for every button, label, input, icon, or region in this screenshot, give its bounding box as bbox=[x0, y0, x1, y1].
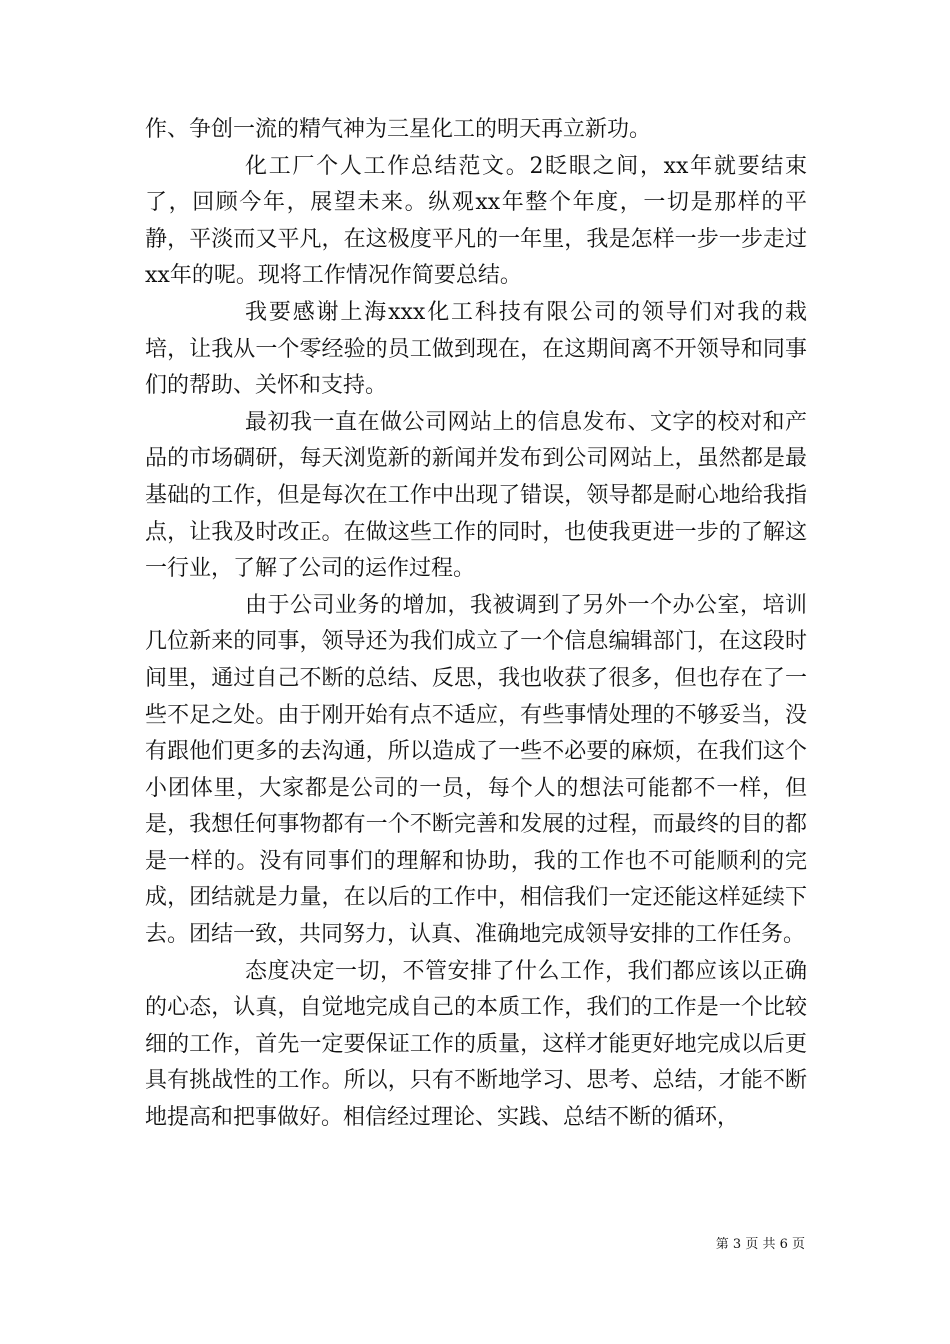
paragraph: 我要感谢上海xxx化工科技有限公司的领导们对我的栽培，让我从一个零经验的员工做到现在，在这期间离不开领导和同事们的帮助、关怀和支持。 bbox=[145, 299, 807, 399]
document-body bbox=[145, 112, 807, 1137]
paragraph-continuation: 作、争创一流的精气神为三星化工的明天再立新功。 bbox=[145, 117, 652, 142]
page-number-footer: 第 3 页 共 6 页 bbox=[715, 1237, 805, 1252]
paragraph: 态度决定一切，不管安排了什么工作，我们都应该以正确的心态，认真，自觉地完成自己的本质工作，我们的工作是一个比较细的工作，首先一定要保证工作的质量，这样才能更好地完成以后更具有挑战性的工作。所以，只有不断地学习、思考、总结，才能不断地提高和把事做好。相信经过理论、实践、总结不断的循环， bbox=[145, 958, 807, 1131]
paragraph: 最初我一直在做公司网站上的信息发布、文字的校对和产品的市场碉研，每天浏览新的新闻并发布到公司网站上，虽然都是最基础的工作，但是每次在工作中出现了错误，领导都是耐心地给我指点，让我及时改正。在做这些工作的同时，也使我更进一步的了解这一行业，了解了公司的运作过程。 bbox=[145, 409, 807, 582]
paragraph: 由于公司业务的增加，我被调到了另外一个办公室，培训几位新来的同事，领导还为我们成立了一个信息编辑部门，在这段时间里，通过自己不断的总结、反思，我也收获了很多，但也存在了一些不足之处。由于刚开始有点不适应，有些事情处理的不够妥当，没有跟他们更多的去沟通，所以造成了一些不必要的麻烦，在我们这个小团体里，大家都是公司的一员，每个人的想法可能都不一样，但是，我想任何事物都有一个不断完善和发展的过程，而最终的目的都是一样的。没有同事们的理解和协助，我的工作也不可能顺利的完成，团结就是力量，在以后的工作中，相信我们一定还能这样延续下去。团结一致，共同努力，认真、准确地完成领导安排的工作任务。 bbox=[145, 592, 807, 948]
paragraph: 化工厂个人工作总结范文。2眨眼之间，xx年就要结束了，回顾今年，展望未来。纵观xx年整个年度，一切是那样的平静，平淡而又平凡，在这极度平凡的一年里，我是怎样一步一步走过xx年的呢。现将工作情况作简要总结。 bbox=[145, 153, 807, 289]
